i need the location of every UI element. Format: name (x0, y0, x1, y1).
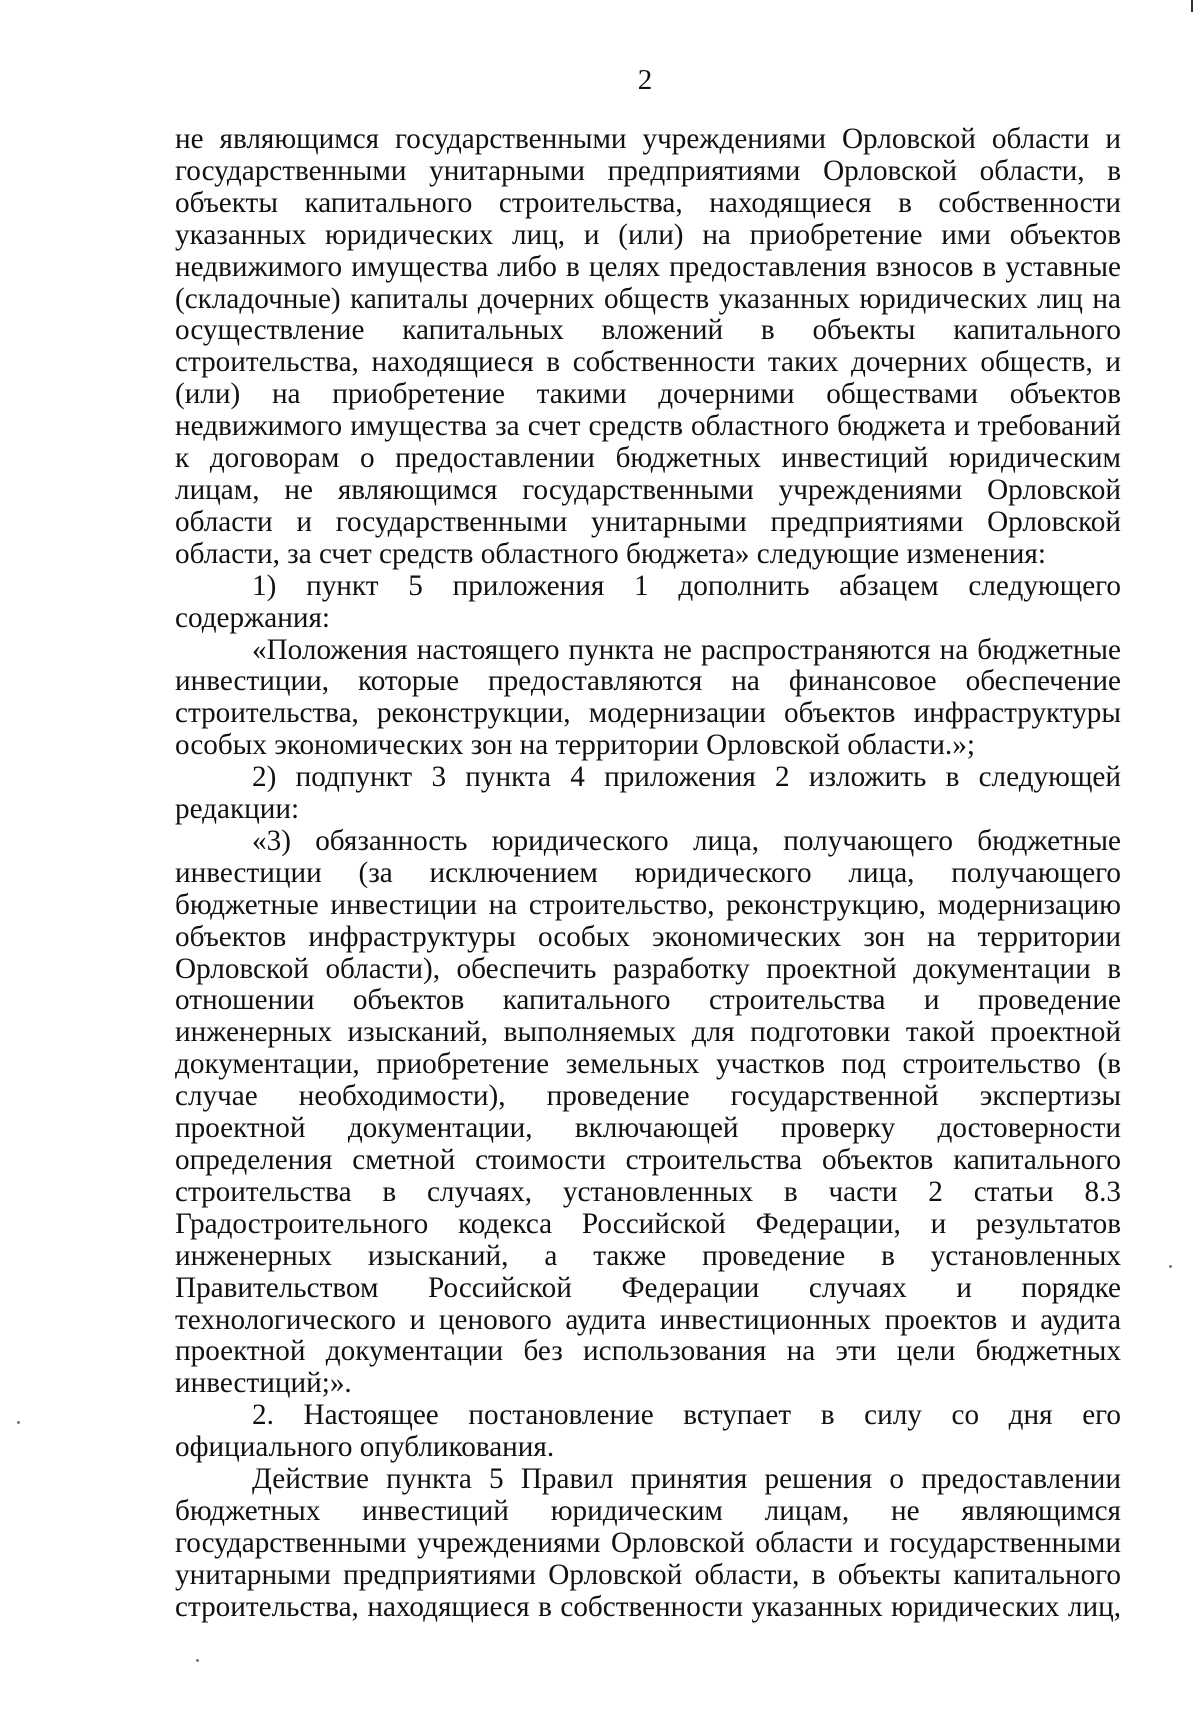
scan-speck (196, 1659, 199, 1662)
paragraph-effective-date: 2. Настоящее постановление вступает в силу со дня его официального опубликования. (175, 1399, 1121, 1464)
paragraph-action-clause: Действие пункта 5 Правил принятия решения о предоставлении бюджетных инвестиций юридическим лицам, не являющимся государственными учреждениями Орловской области и государственными унитарными предприятиями Орловской области, в объекты капитального строительства, находящиеся в собственности указанных юридических лиц, (175, 1463, 1121, 1623)
document-body (175, 124, 1121, 1624)
paragraph-intro-continuation: не являющимся государственными учреждениями Орловской области и государственными унитарными предприятиями Орловской области, в объекты капитального строительства, находящиеся в собственности указанных юридических лиц, и (или) на приобретение ими объектов недвижимого имущества либо в целях предоставления взносов в уставные (складочные) капиталы дочерних обществ указанных юридических лиц на осуществление капитальных вложений в объекты капитального строительства, находящиеся в собственности таких дочерних обществ, и (или) на приобретение такими дочерними обществами объектов недвижимого имущества за счет средств областного бюджета и требований к договорам о предоставлении бюджетных инвестиций юридическим лицам, не являющимся государственными учреждениями Орловской области и государственными унитарными предприятиями Орловской области, за счет средств областного бюджета» следующие изменения: (175, 123, 1121, 570)
scan-speck (17, 1421, 20, 1424)
scan-edge-mark (1191, 0, 1193, 12)
paragraph-amendment-1: 1) пункт 5 приложения 1 дополнить абзацем следующего содержания: (175, 569, 1121, 634)
paragraph-amendment-2: 2) подпункт 3 пункта 4 приложения 2 изложить в следующей редакции: (175, 761, 1121, 826)
scan-speck (1169, 1265, 1172, 1268)
paragraph-amendment-2-text: «3) обязанность юридического лица, получающего бюджетные инвестиции (за исключением юридического лица, получающего бюджетные инвестиции на строительство, реконструкцию, модернизацию объектов инфраструктуры особых экономических зон на территории Орловской области), обеспечить разработку проектной документации в отношении объектов капитального строительства и проведение инженерных изысканий, выполняемых для подготовки такой проектной документации, приобретение земельных участков под строительство (в случае необходимости), проведение государственной экспертизы проектной документации, включающей проверку достоверности определения сметной стоимости строительства объектов капитального строительства в случаях, установленных в части 2 статьи 8.3 Градостроительного кодекса Российской Федерации, и результатов инженерных изысканий, а также проведение в установленных Правительством Российской Федерации случаях и порядке технологического и ценового аудита инвестиционных проектов и аудита проектной документации без использования на эти цели бюджетных инвестиций;». (175, 824, 1121, 1400)
page-number: 2 (637, 64, 653, 96)
paragraph-amendment-1-text: «Положения настоящего пункта не распространяются на бюджетные инвестиции, которые предоставляются на финансовое обеспечение строительства, реконструкции, модернизации объектов инфраструктуры особых экономических зон на территории Орловской области.»; (175, 633, 1121, 762)
